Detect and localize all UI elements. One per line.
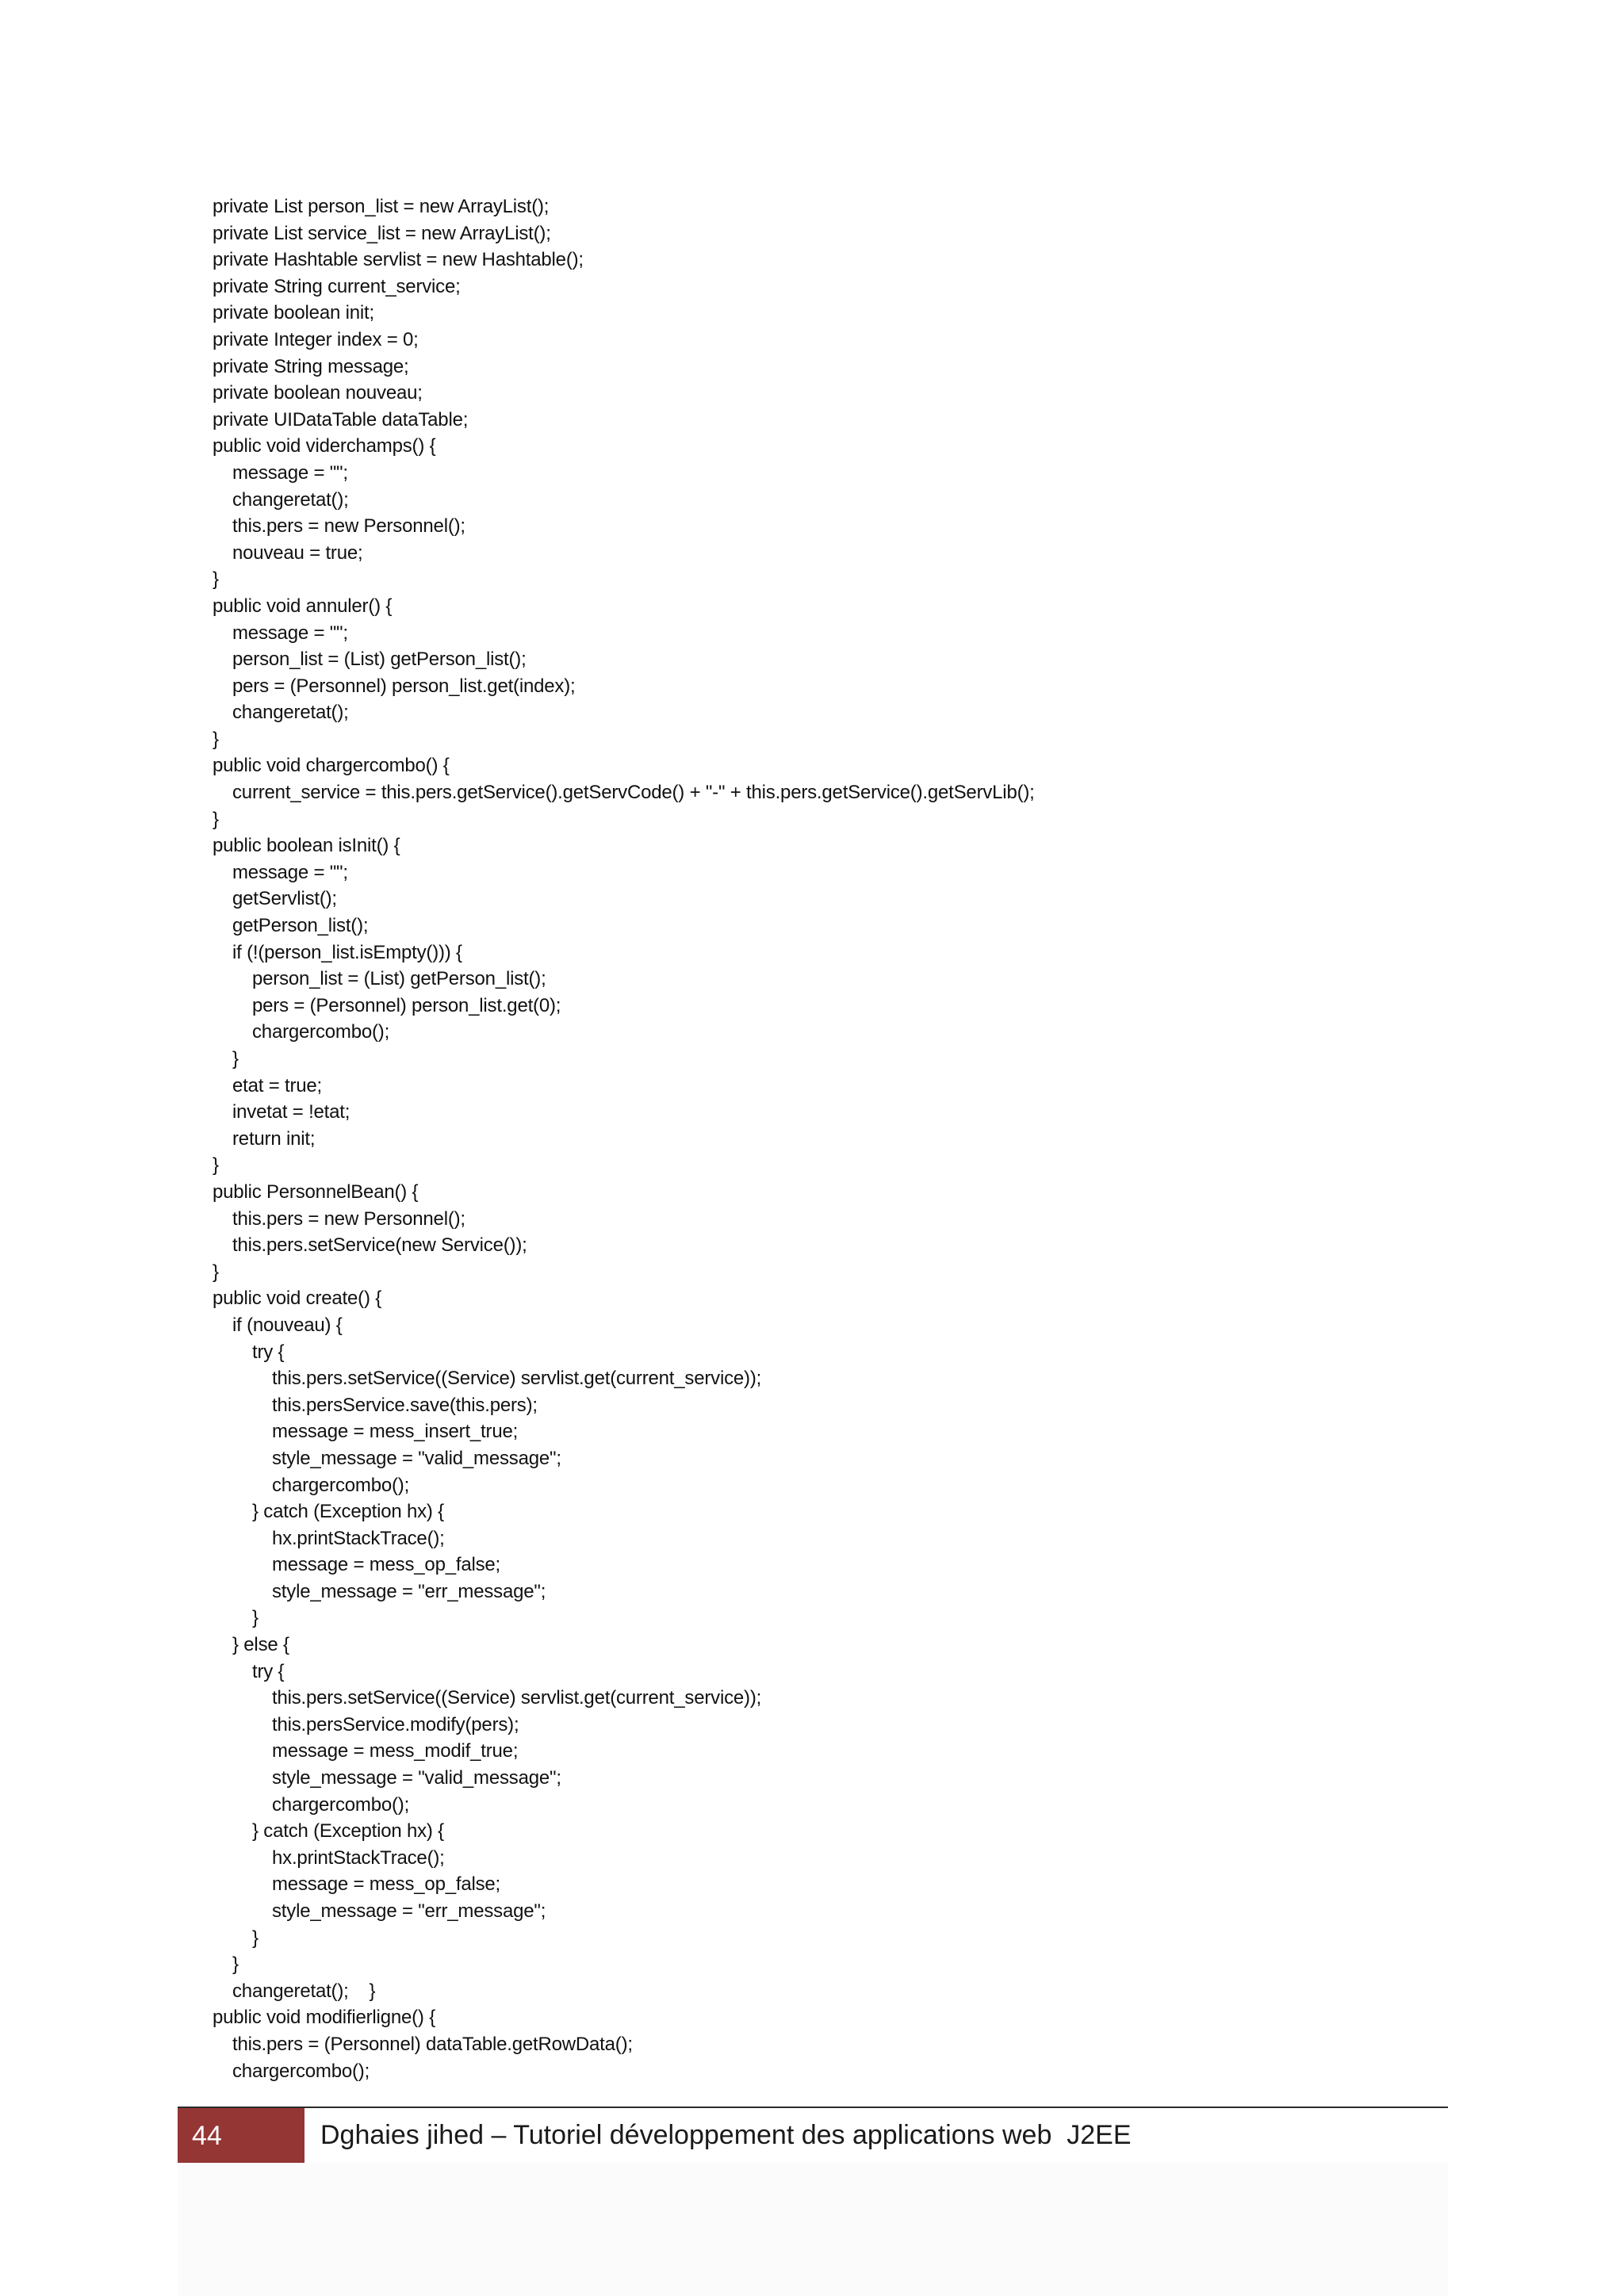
code-line: } else {	[232, 1634, 289, 1656]
code-line: message = "";	[232, 461, 348, 484]
code-line: person_list = (List) getPerson_list();	[232, 649, 527, 671]
code-line: this.pers = new Personnel();	[232, 515, 465, 538]
code-line: style_message = "err_message";	[272, 1900, 546, 1922]
code-line: private boolean init;	[213, 302, 374, 324]
code-line: public void viderchamps() {	[213, 435, 436, 457]
code-line: this.pers.setService(new Service());	[232, 1234, 527, 1257]
code-line: private boolean nouveau;	[213, 382, 423, 404]
code-line: message = mess_insert_true;	[272, 1421, 519, 1443]
code-line: private UIDataTable dataTable;	[213, 408, 469, 430]
code-line: changeretat();	[232, 488, 349, 511]
code-line: public void modifierligne() {	[213, 2007, 436, 2029]
code-line: } catch (Exception hx) {	[252, 1820, 444, 1843]
code-line: message = "";	[232, 622, 348, 644]
code-line: }	[232, 1954, 239, 1976]
code-line: }	[213, 1154, 219, 1177]
footer-title: Dghaies jihed – Tutoriel développement des applications web J2EE	[320, 2120, 1132, 2150]
code-line: private Integer index = 0;	[213, 328, 419, 350]
code-line: style_message = "err_message";	[272, 1580, 546, 1602]
code-line: message = mess_op_false;	[272, 1873, 501, 1896]
code-line: style_message = "valid_message";	[272, 1447, 561, 1469]
code-line: pers = (Personnel) person_list.get(0);	[252, 994, 561, 1016]
code-line: style_message = "valid_message";	[272, 1767, 561, 1789]
code-listing	[213, 193, 1481, 2084]
code-line: }	[213, 808, 219, 830]
code-line: message = mess_modif_true;	[272, 1740, 519, 1762]
code-line: getServlist();	[232, 888, 337, 910]
code-line: chargercombo();	[252, 1021, 390, 1043]
footer-shade	[178, 2163, 1448, 2296]
code-line: invetat = !etat;	[232, 1101, 350, 1123]
code-line: this.persService.modify(pers);	[272, 1713, 519, 1735]
code-line: } catch (Exception hx) {	[252, 1501, 444, 1523]
code-line: chargercombo();	[272, 1474, 410, 1496]
code-line: hx.printStackTrace();	[272, 1527, 445, 1549]
code-line: private Hashtable servlist = new Hashtable();	[213, 249, 584, 271]
code-line: this.persService.save(this.pers);	[272, 1394, 538, 1416]
code-line: if (!(person_list.isEmpty())) {	[232, 941, 462, 963]
code-line: message = mess_op_false;	[272, 1554, 501, 1576]
page-number-box	[178, 2108, 304, 2163]
code-line: if (nouveau) {	[232, 1314, 343, 1336]
code-line: this.pers = new Personnel();	[232, 1207, 465, 1230]
code-line: public void create() {	[213, 1288, 382, 1310]
code-line: }	[213, 568, 219, 591]
code-line: try {	[252, 1341, 285, 1363]
code-line: private List service_list = new ArrayList();	[213, 222, 551, 244]
code-line: }	[232, 1048, 239, 1070]
code-line: try {	[252, 1660, 285, 1682]
code-line: chargercombo();	[272, 1793, 410, 1816]
code-line: private String current_service;	[213, 275, 461, 297]
code-line: hx.printStackTrace();	[272, 1846, 445, 1869]
code-line: public PersonnelBean() {	[213, 1181, 419, 1203]
code-line: }	[252, 1927, 259, 1949]
code-line: public void annuler() {	[213, 595, 393, 617]
code-line: this.pers.setService((Service) servlist.get(current_service));	[272, 1687, 762, 1709]
code-line: message = "";	[232, 861, 348, 883]
code-line: nouveau = true;	[232, 541, 363, 564]
code-line: private List person_list = new ArrayList();	[213, 196, 550, 217]
code-line: public void chargercombo() {	[213, 755, 450, 777]
code-line: private String message;	[213, 355, 409, 377]
page-number: 44	[192, 2120, 222, 2151]
code-line: }	[213, 1261, 219, 1283]
code-line: this.pers = (Personnel) dataTable.getRowData();	[232, 2033, 633, 2055]
code-line: chargercombo();	[232, 2060, 370, 2082]
code-line: person_list = (List) getPerson_list();	[252, 968, 546, 990]
code-line: etat = true;	[232, 1074, 323, 1096]
code-line: return init;	[232, 1127, 316, 1150]
code-line: }	[213, 728, 219, 750]
code-line: pers = (Personnel) person_list.get(index);	[232, 675, 576, 697]
code-line: changeretat(); }	[232, 1980, 376, 2002]
code-line: this.pers.setService((Service) servlist.get(current_service));	[272, 1368, 762, 1390]
code-line: }	[252, 1607, 259, 1629]
code-line: getPerson_list();	[232, 915, 369, 937]
code-line: current_service = this.pers.getService().getServCode() + "-" + this.pers.getService().getServLib();	[232, 782, 1035, 804]
code-line: changeretat();	[232, 702, 349, 724]
code-line: public boolean isInit() {	[213, 835, 400, 857]
